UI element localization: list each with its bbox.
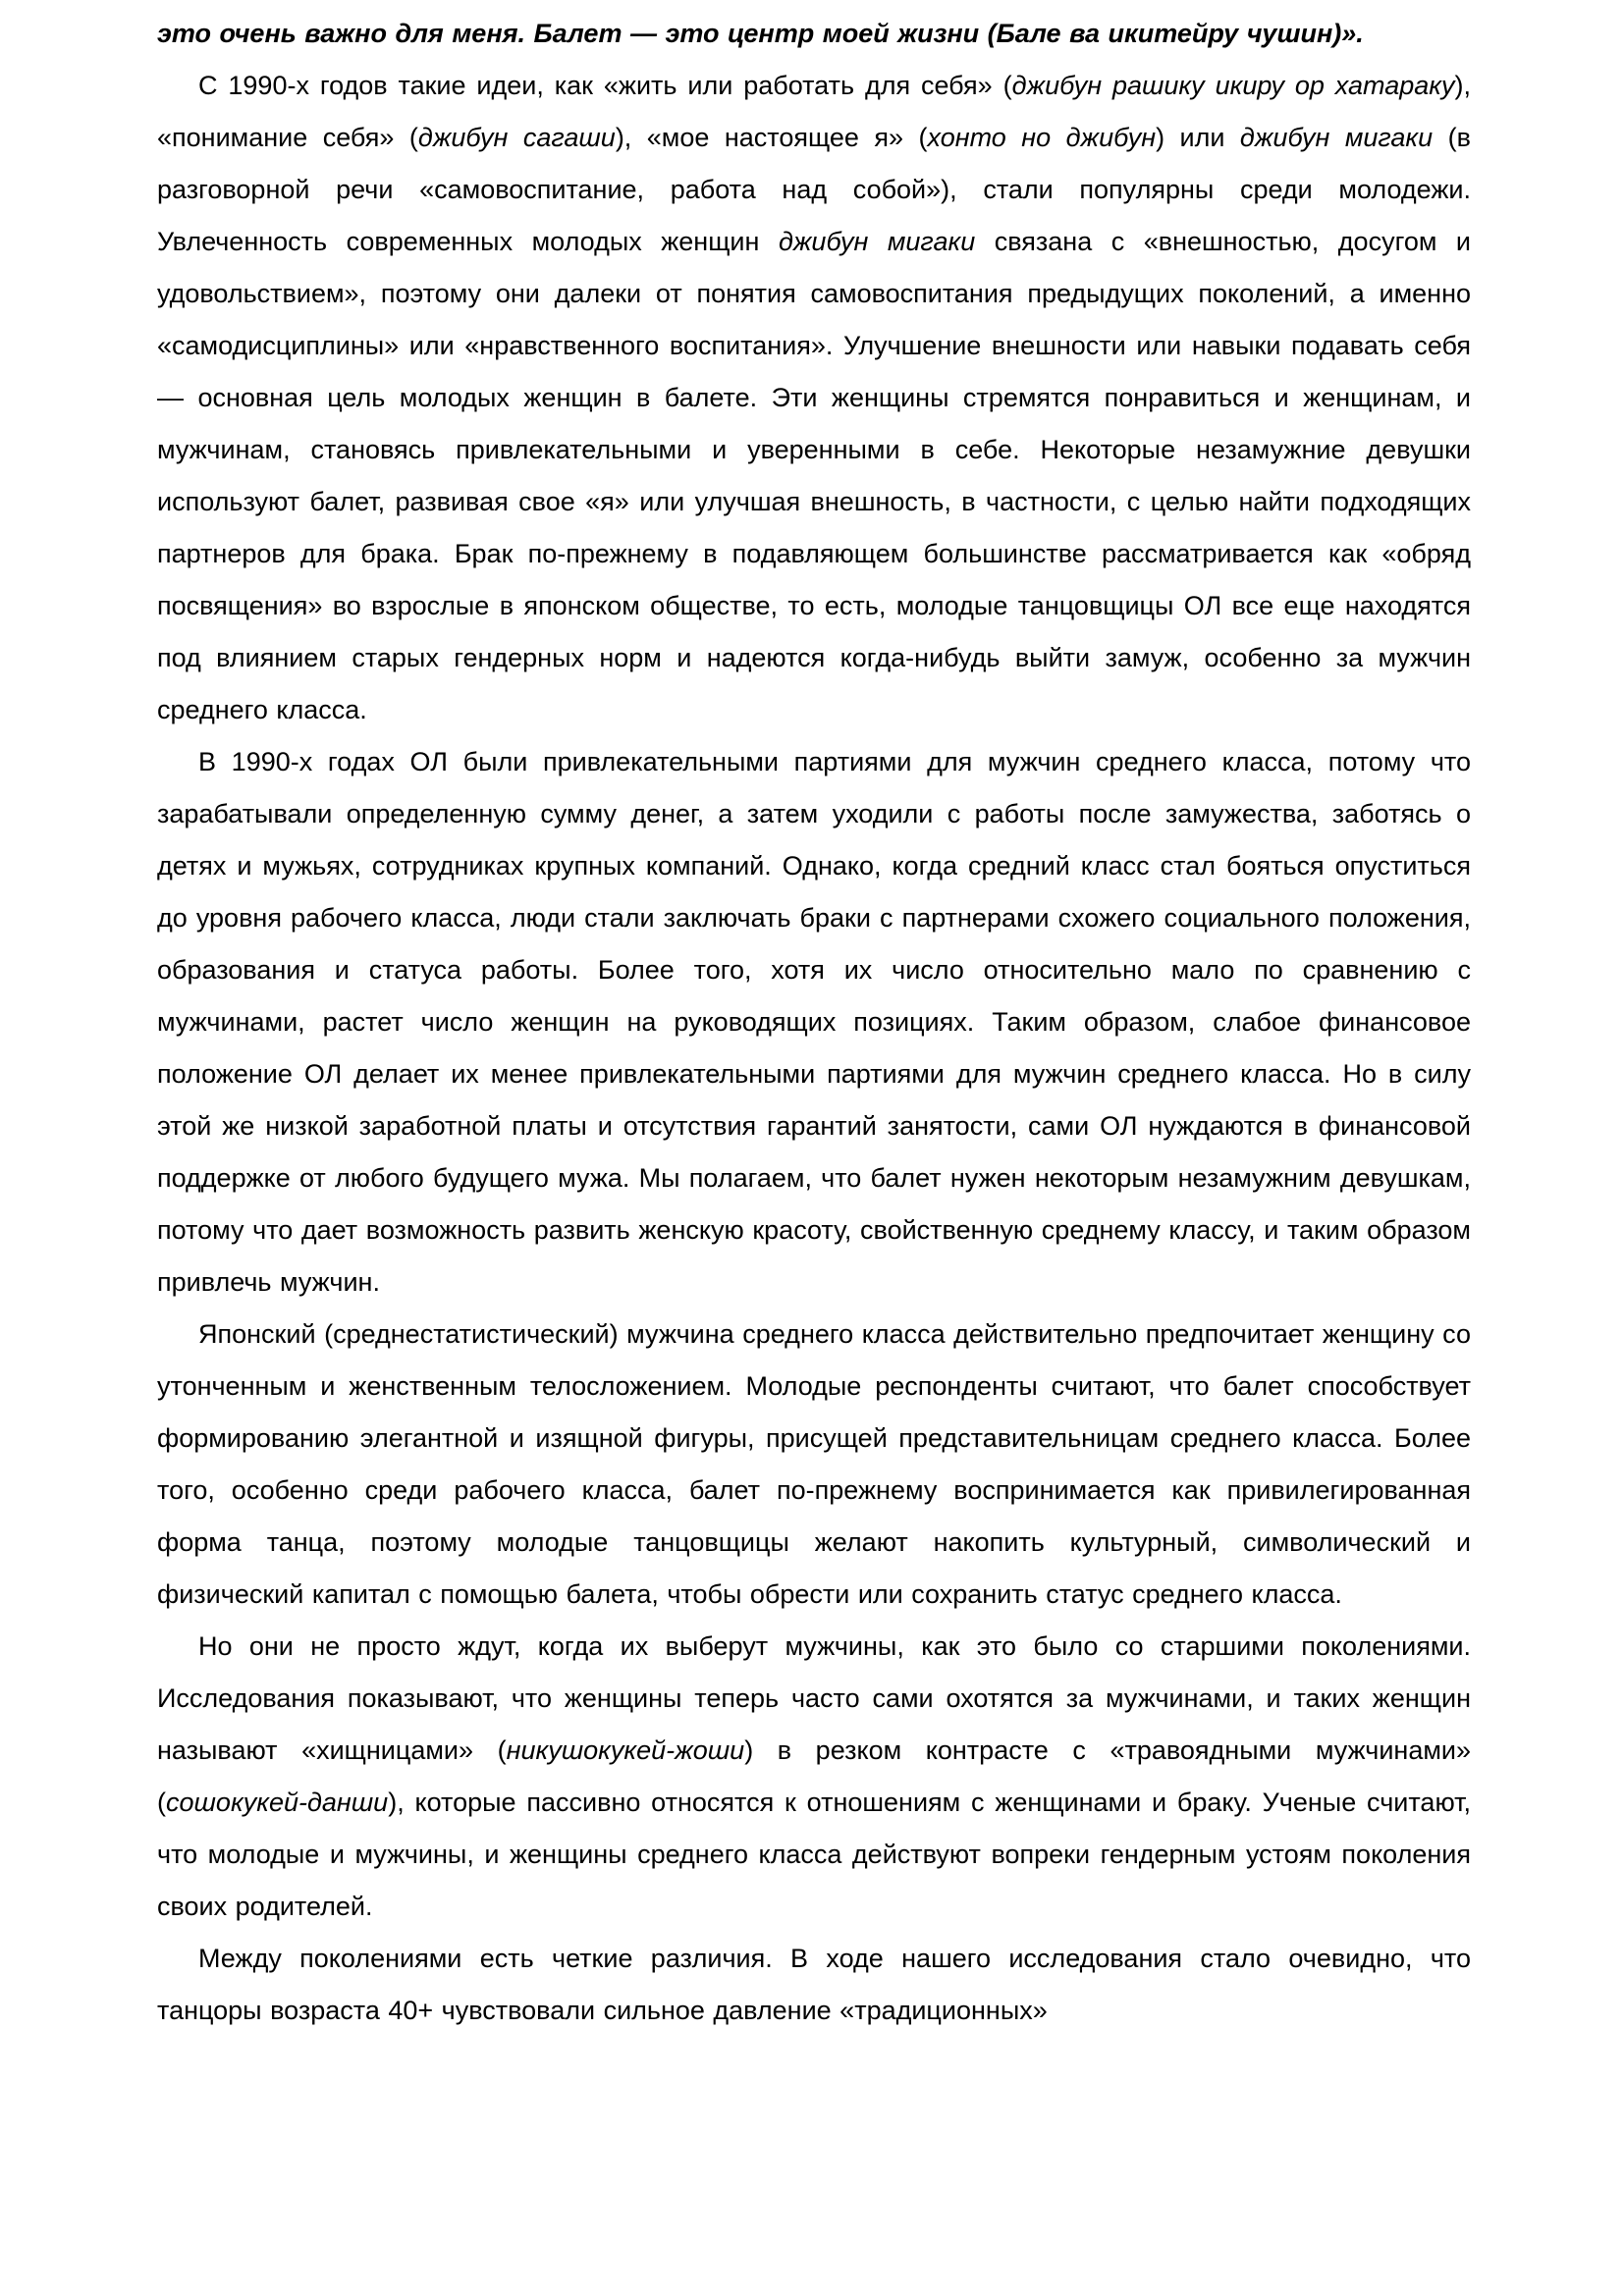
- paragraph: [157, 8, 1471, 60]
- text-segment: С 1990-х годов такие идеи, как «жить или работать для себя» (: [198, 71, 1012, 100]
- text-segment: ) или: [1156, 123, 1240, 152]
- transliterated-term: сошокукей-данши: [166, 1788, 389, 1817]
- paragraph: [157, 1308, 1471, 1621]
- text-segment: ), «мое настоящее я» (: [615, 123, 928, 152]
- transliterated-term: джибун мигаки: [778, 227, 976, 256]
- text-segment: В 1990-х годах ОЛ были привлекательными партиями для мужчин среднего класса, потому что зарабатывали определенную сумму денег, а затем уходили с работы после замужества, заботясь о детях и мужьях, сотрудниках крупных компаний. Однако, когда средний класс стал бояться опуститься до уровня рабочего класса, люди стали заключать браки с партнерами схожего социального положения, образования и статуса работы. Более того, хотя их число относительно мало по сравнению с мужчинами, растет число женщин на руководящих позициях. Таким образом, слабое финансовое положение ОЛ делает их менее привлекательными партиями для мужчин среднего класса. Но в силу этой же низкой заработной платы и отсутствия гарантий занятости, сами ОЛ нуждаются в финансовой поддержке от любого будущего мужа. Мы полагаем, что балет нужен некоторым незамужним девушкам, потому что дает возможность развить женскую красоту, свойственную среднему классу, и таким образом привлечь мужчин.: [157, 747, 1471, 1297]
- paragraph: [157, 60, 1471, 736]
- text-segment: ), «понимание себя» (: [157, 71, 1471, 152]
- transliterated-term: джибун рашику икиру ор хатараку: [1011, 71, 1455, 100]
- paragraph: [157, 1933, 1471, 2037]
- text-segment: связана с «внешностью, досугом и удовольствием», поэтому они далеки от понятия самовоспитания предыдущих поколений, а именно «самодисциплины» или «нравственного воспитания». Улучшение внешности или навыки подавать себя — основная цель молодых женщин в балете. Эти женщины стремятся понравиться и женщинам, и мужчинам, становясь привлекательными и уверенными в себе. Некоторые незамужние девушки используют балет, развивая свое «я» или улучшая внешность, в частности, с целью найти подходящих партнеров для брака. Брак по-прежнему в подавляющем большинстве рассматривается как «обряд посвящения» во взрослые в японском обществе, то есть, молодые танцовщицы ОЛ все еще находятся под влиянием старых гендерных норм и надеются когда-нибудь выйти замуж, особенно за мужчин среднего класса.: [157, 227, 1471, 724]
- text-segment: Но они не просто ждут, когда их выберут мужчины, как это было со старшими поколениями. Исследования показывают, что женщины теперь часто сами охотятся за мужчинами, и таких женщин называют «хищницами» (: [157, 1631, 1471, 1765]
- text-segment: Японский (среднестатистический) мужчина среднего класса действительно предпочитает женщину со утонченным и женственным телосложением. Молодые респонденты считают, что балет способствует формированию элегантной и изящной фигуры, присущей представительницам среднего класса. Более того, особенно среди рабочего класса, балет по-прежнему воспринимается как привилегированная форма танца, поэтому молодые танцовщицы желают накопить культурный, символический и физический капитал с помощью балета, чтобы обрести или сохранить статус среднего класса.: [157, 1319, 1471, 1609]
- text-segment: Между поколениями есть четкие различия. В ходе нашего исследования стало очевидно, что танцоры возраста 40+ чувствовали сильное давление «традиционных»: [157, 1944, 1471, 2025]
- transliterated-term: никушокукей-жоши: [506, 1735, 745, 1765]
- transliterated-term: это очень важно для меня. Балет — это центр моей жизни (Бале ва икитейру чушин)».: [157, 19, 1364, 48]
- paragraph: [157, 1621, 1471, 1933]
- text-segment: (в разговорной речи «самовоспитание, работа над собой»), стали популярны среди молодежи. Увлеченность современных молодых женщин: [157, 123, 1471, 256]
- text-segment: ) в резком контрасте с «травоядными мужчинами» (: [157, 1735, 1471, 1817]
- paragraph: [157, 736, 1471, 1308]
- transliterated-term: джибун сагаши: [417, 123, 616, 152]
- text-segment: ), которые пассивно относятся к отношениям с женщинами и браку. Ученые считают, что молодые и мужчины, и женщины среднего класса действуют вопреки гендерным устоям поколения своих родителей.: [157, 1788, 1471, 1921]
- transliterated-term: джибун мигаки: [1239, 123, 1434, 152]
- text-content: [157, 8, 1471, 2037]
- transliterated-term: хонто но джибун: [927, 123, 1157, 152]
